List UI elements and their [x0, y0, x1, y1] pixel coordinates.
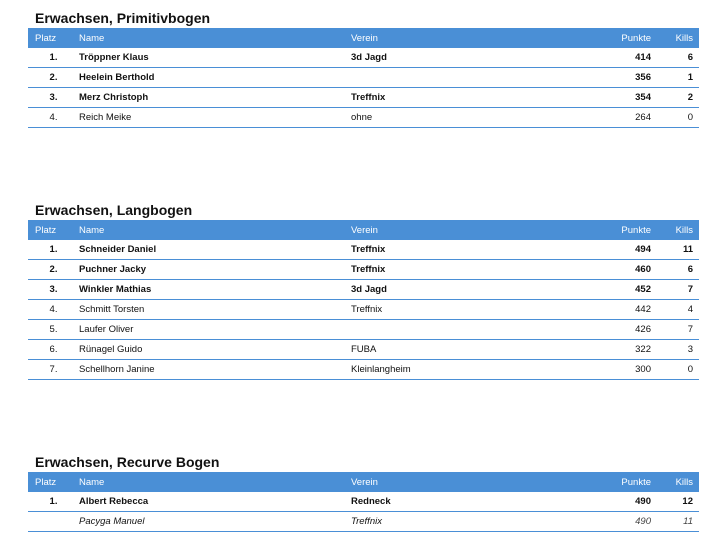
table-row	[28, 360, 699, 380]
cell-platz: 4.	[28, 300, 79, 320]
cell-verein: 3d Jagd	[351, 48, 587, 68]
column-header-kills: Kills	[675, 224, 693, 236]
cell-kills: 0	[653, 108, 699, 128]
cell-platz: 1.	[28, 240, 79, 260]
cell-punkte: 442	[587, 300, 653, 320]
cell-punkte: 452	[587, 280, 653, 300]
table-header-row	[28, 28, 699, 48]
table-header-row	[28, 220, 699, 240]
cell-name: Winkler Mathias	[79, 280, 351, 300]
cell-name: Puchner Jacky	[79, 260, 351, 280]
section-title: Erwachsen, Langbogen	[35, 202, 193, 218]
cell-verein: 3d Jagd	[351, 280, 587, 300]
cell-name: Rünagel Guido	[79, 340, 351, 360]
cell-kills: 7	[653, 280, 699, 300]
cell-name: Pacyga Manuel	[79, 512, 351, 532]
table-row	[28, 280, 699, 300]
section-recurve-bogen	[28, 454, 693, 532]
cell-punkte: 490	[587, 492, 653, 512]
cell-platz: 3.	[28, 88, 79, 108]
table-row	[28, 240, 699, 260]
section-primitivbogen	[28, 10, 693, 128]
cell-name: Schmitt Torsten	[79, 300, 351, 320]
cell-kills: 2	[653, 88, 699, 108]
column-header-kills: Kills	[675, 476, 693, 488]
cell-verein	[351, 68, 587, 88]
cell-platz: 7.	[28, 360, 79, 380]
cell-platz: 1.	[28, 492, 79, 512]
column-header-platz: Platz	[35, 224, 57, 236]
cell-punkte: 494	[587, 240, 653, 260]
cell-punkte: 354	[587, 88, 653, 108]
table-row	[28, 68, 699, 88]
cell-kills: 3	[653, 340, 699, 360]
cell-verein: Treffnix	[351, 260, 587, 280]
table-row	[28, 320, 699, 340]
column-header-platz: Platz	[35, 476, 57, 488]
column-header-kills: Kills	[675, 32, 693, 44]
cell-name: Laufer Oliver	[79, 320, 351, 340]
cell-punkte: 322	[587, 340, 653, 360]
cell-kills: 7	[653, 320, 699, 340]
cell-kills: 6	[653, 260, 699, 280]
cell-platz: 6.	[28, 340, 79, 360]
cell-name: Schellhorn Janine	[79, 360, 351, 380]
section-title: Erwachsen, Recurve Bogen	[35, 454, 220, 470]
cell-punkte: 264	[587, 108, 653, 128]
table-row	[28, 512, 699, 532]
results-table	[28, 220, 699, 380]
table-row	[28, 300, 699, 320]
column-header-name: Name	[79, 476, 105, 488]
cell-name: Reich Meike	[79, 108, 351, 128]
cell-platz: 5.	[28, 320, 79, 340]
cell-verein	[351, 320, 587, 340]
cell-verein: Treffnix	[351, 88, 587, 108]
cell-name: Merz Christoph	[79, 88, 351, 108]
cell-punkte: 426	[587, 320, 653, 340]
column-header-punkte: Punkte	[621, 32, 651, 44]
table-row	[28, 340, 699, 360]
cell-verein: FUBA	[351, 340, 587, 360]
cell-kills: 6	[653, 48, 699, 68]
column-header-name: Name	[79, 32, 105, 44]
cell-kills: 1	[653, 68, 699, 88]
column-header-verein: Verein	[351, 32, 378, 44]
table-row	[28, 260, 699, 280]
cell-punkte: 490	[587, 512, 653, 532]
column-header-punkte: Punkte	[621, 224, 651, 236]
cell-platz: 2.	[28, 68, 79, 88]
cell-platz	[28, 512, 79, 532]
table-row	[28, 48, 699, 68]
column-header-punkte: Punkte	[621, 476, 651, 488]
column-header-verein: Verein	[351, 476, 378, 488]
column-header-name: Name	[79, 224, 105, 236]
cell-kills: 0	[653, 360, 699, 380]
cell-verein: ohne	[351, 108, 587, 128]
cell-kills: 11	[653, 512, 699, 532]
cell-verein: Redneck	[351, 492, 587, 512]
cell-verein: Treffnix	[351, 240, 587, 260]
cell-platz: 4.	[28, 108, 79, 128]
cell-platz: 3.	[28, 280, 79, 300]
column-header-platz: Platz	[35, 32, 57, 44]
cell-punkte: 414	[587, 48, 653, 68]
cell-platz: 1.	[28, 48, 79, 68]
cell-verein: Treffnix	[351, 300, 587, 320]
cell-kills: 12	[653, 492, 699, 512]
cell-name: Heelein Berthold	[79, 68, 351, 88]
cell-punkte: 460	[587, 260, 653, 280]
column-header-verein: Verein	[351, 224, 378, 236]
cell-verein: Kleinlangheim	[351, 360, 587, 380]
section-langbogen	[28, 202, 693, 380]
cell-name: Tröppner Klaus	[79, 48, 351, 68]
cell-punkte: 300	[587, 360, 653, 380]
table-row	[28, 88, 699, 108]
table-row	[28, 108, 699, 128]
cell-punkte: 356	[587, 68, 653, 88]
cell-kills: 4	[653, 300, 699, 320]
results-table	[28, 472, 699, 532]
table-row	[28, 492, 699, 512]
results-table	[28, 28, 699, 128]
table-header-row	[28, 472, 699, 492]
cell-name: Albert Rebecca	[79, 492, 351, 512]
section-title: Erwachsen, Primitivbogen	[35, 10, 211, 26]
cell-kills: 11	[653, 240, 699, 260]
cell-verein: Treffnix	[351, 512, 587, 532]
cell-platz: 2.	[28, 260, 79, 280]
cell-name: Schneider Daniel	[79, 240, 351, 260]
